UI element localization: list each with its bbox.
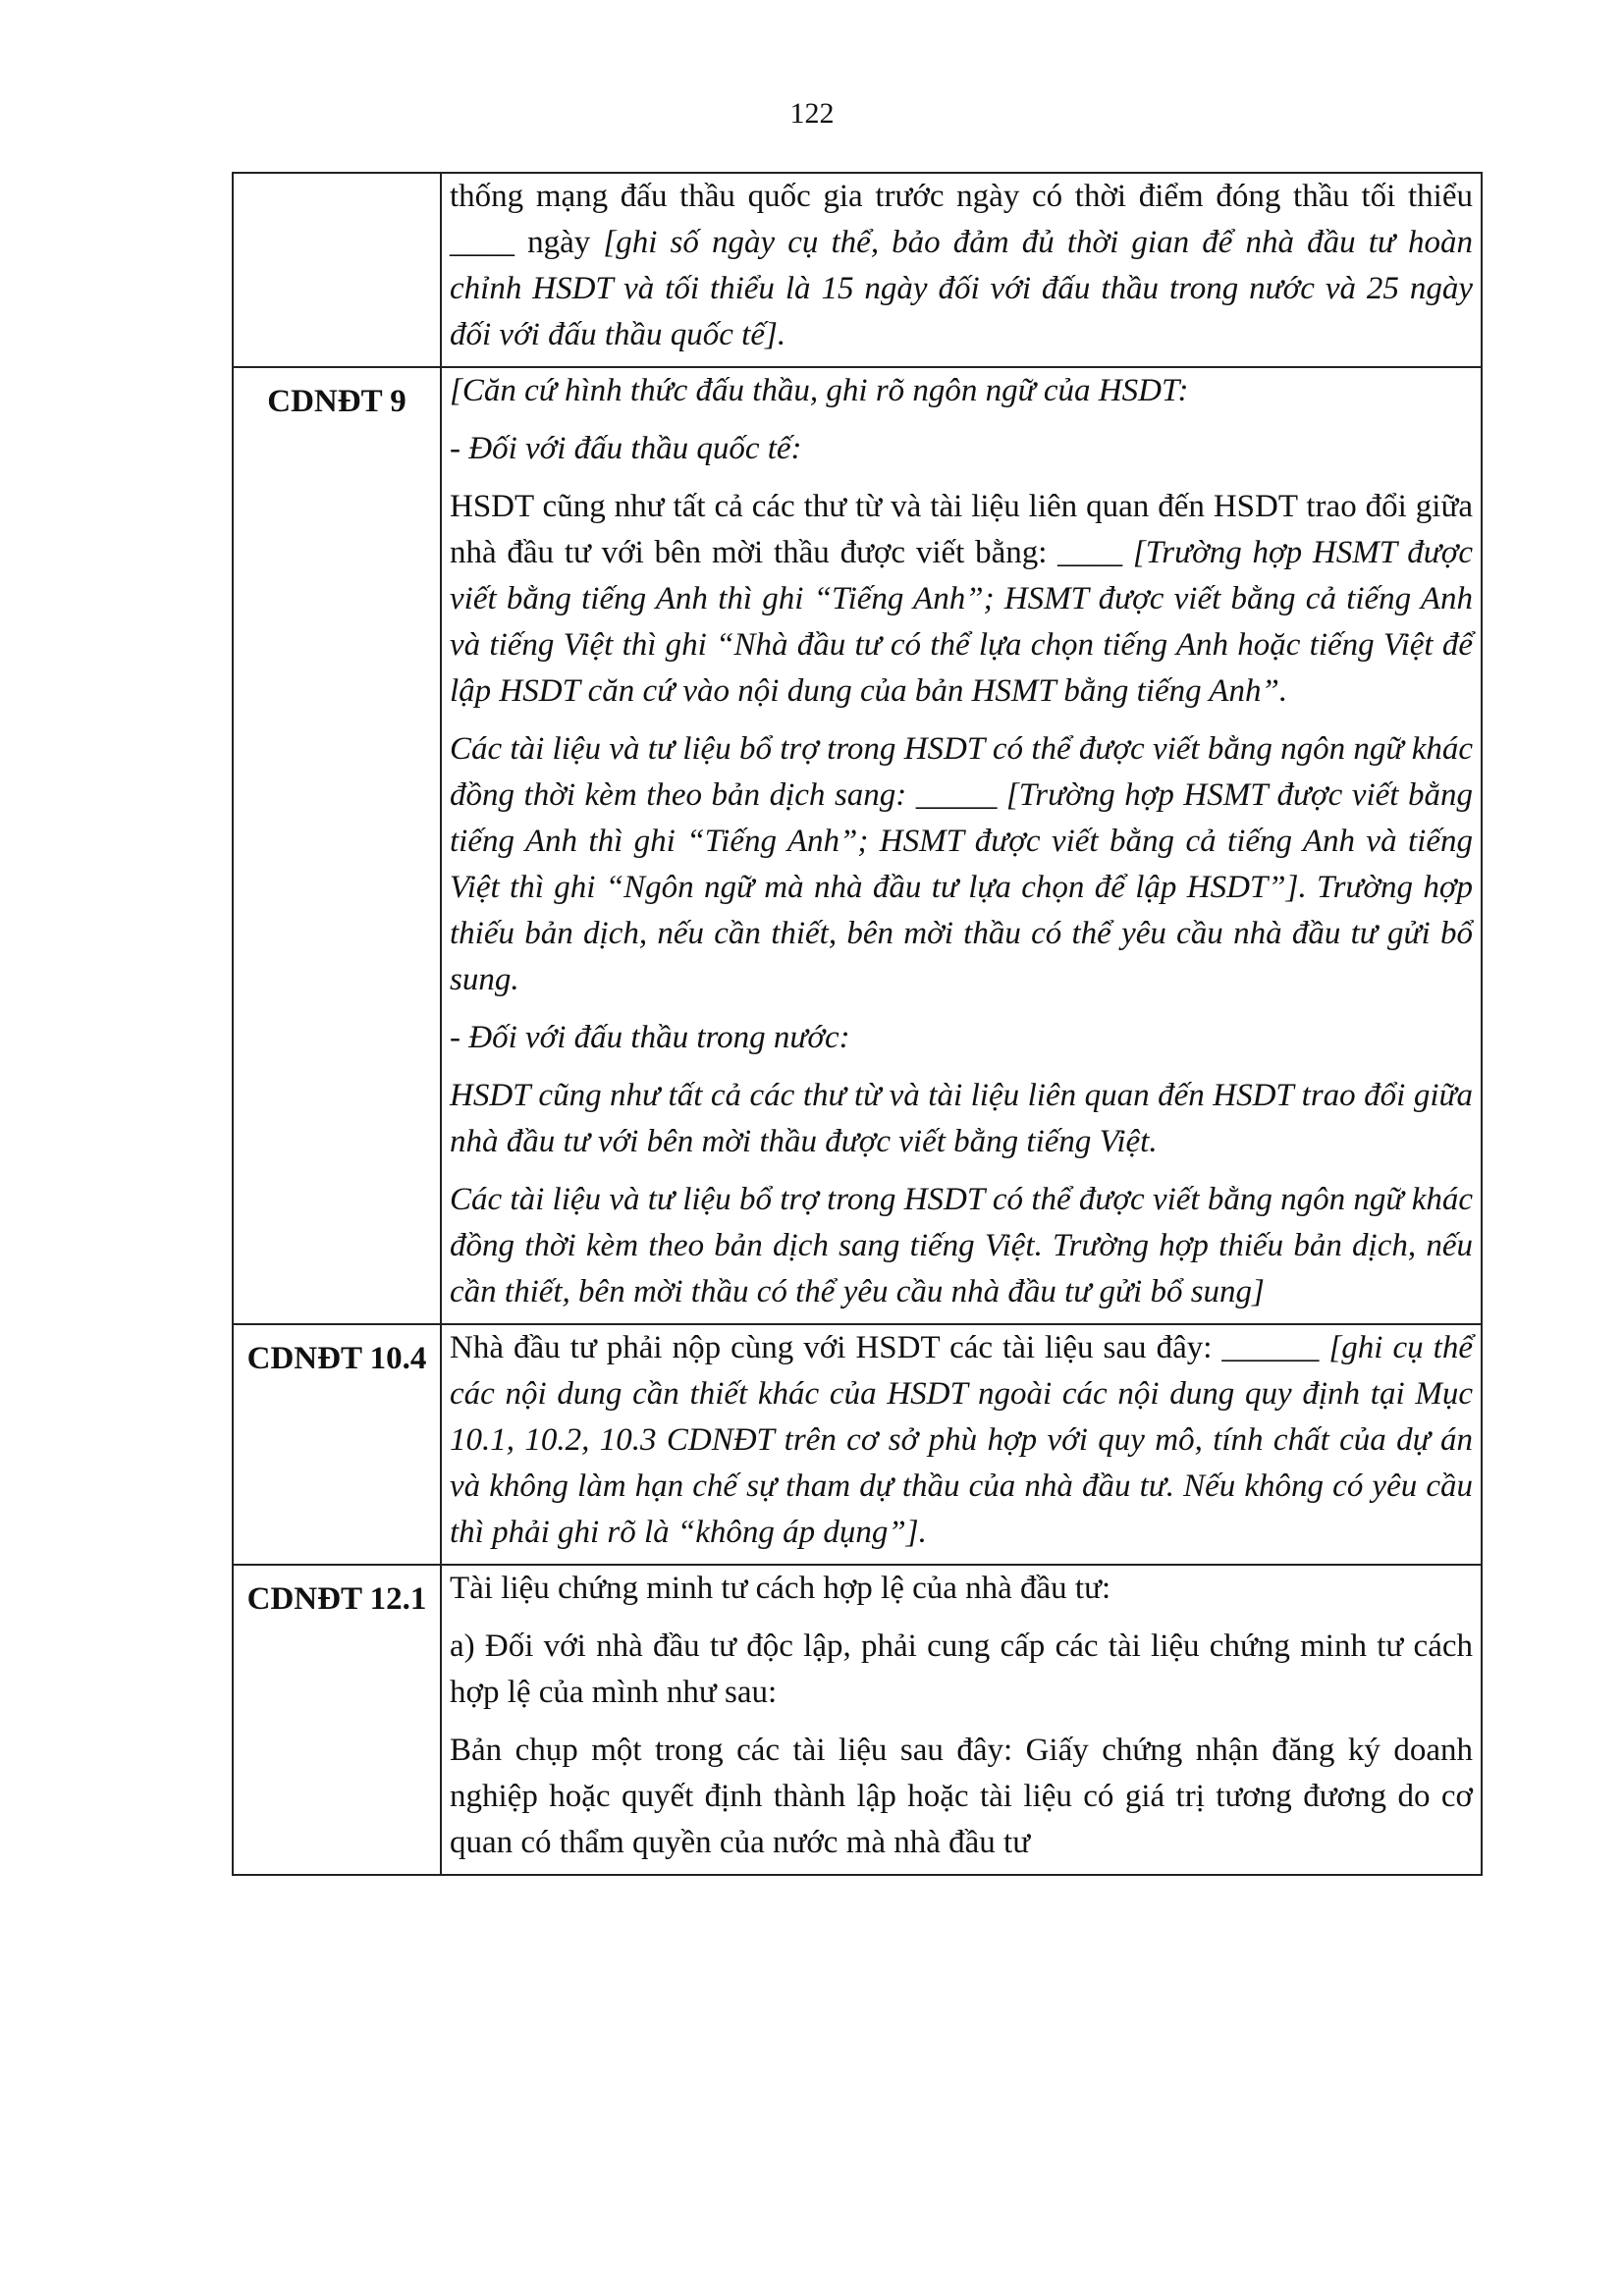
- clause-label: CDNĐT 10.4: [233, 1324, 441, 1565]
- table-row: [233, 367, 1482, 1324]
- body-text: a) Đối với nhà đầu tư độc lập, phải cung cấp các tài liệu chứng minh tư cách hợp lệ của mình như sau:: [450, 1629, 1473, 1710]
- instruction-text: [Trường hợp HSMT được viết bằng tiếng Anh thì ghi “Tiếng Anh”; HSMT được viết bằng cả tiếng Anh và tiếng Việt thì ghi “Nhà đầu tư có thể lựa chọn tiếng Anh hoặc tiếng Việt để lập HSDT căn cứ vào nội dung của bản HSMT bằng tiếng Anh”.: [450, 535, 1473, 709]
- body-text: Nhà đầu tư phải nộp cùng với HSDT các tài liệu sau đây: ______: [450, 1330, 1329, 1365]
- paragraph: [450, 174, 1473, 358]
- bid-data-table: [232, 172, 1483, 1876]
- paragraph: [450, 1624, 1473, 1716]
- paragraph: [450, 484, 1473, 715]
- table-row: [233, 173, 1482, 367]
- clause-label: [233, 173, 441, 367]
- instruction-text: Các tài liệu và tư liệu bổ trợ trong HSDT có thể được viết bằng ngôn ngữ khác đồng thời kèm theo bản dịch sang:: [450, 731, 1473, 813]
- body-text: _____: [915, 777, 998, 813]
- page-number: 122: [789, 97, 835, 130]
- paragraph: [450, 1177, 1473, 1315]
- paragraph: [450, 426, 1473, 472]
- clause-content: [441, 367, 1482, 1324]
- paragraph: [450, 726, 1473, 1003]
- instruction-text: - Đối với đấu thầu quốc tế:: [450, 431, 802, 466]
- instruction-text: [Trường hợp HSMT được viết bằng tiếng Anh thì ghi “Tiếng Anh”; HSMT được viết bằng cả tiếng Anh và tiếng Việt thì ghi “Ngôn ngữ mà nhà đầu tư lựa chọn để lập HSDT”]. Trường hợp thiếu bản dịch, nếu cần thiết, bên mời thầu có thể yêu cầu nhà đầu tư gửi bổ sung.: [450, 777, 1474, 997]
- paragraph: [450, 368, 1473, 414]
- paragraph: [450, 1728, 1473, 1866]
- instruction-text: - Đối với đấu thầu trong nước:: [450, 1020, 850, 1055]
- table-row: [233, 1565, 1482, 1875]
- table-row: [233, 1324, 1482, 1565]
- clause-content: [441, 173, 1482, 367]
- paragraph: [450, 1325, 1473, 1556]
- paragraph: [450, 1073, 1473, 1165]
- instruction-text: Các tài liệu và tư liệu bổ trợ trong HSDT có thể được viết bằng ngôn ngữ khác đồng thời kèm theo bản dịch sang tiếng Việt. Trường hợp thiếu bản dịch, nếu cần thiết, bên mời thầu có thể yêu cầu nhà đầu tư gửi bổ sung]: [450, 1182, 1473, 1309]
- instruction-text: [Căn cứ hình thức đấu thầu, ghi rõ ngôn ngữ của HSDT:: [450, 373, 1189, 408]
- paragraph: [450, 1015, 1473, 1061]
- body-text: Bản chụp một trong các tài liệu sau đây: Giấy chứng nhận đăng ký doanh nghiệp hoặc quyết định thành lập hoặc tài liệu có giá trị tương đương do cơ quan có thẩm quyền của nước mà nhà đầu tư: [450, 1733, 1473, 1860]
- instruction-text: [ghi số ngày cụ thể, bảo đảm đủ thời gian để nhà đầu tư hoàn chỉnh HSDT và tối thiểu là 15 ngày đối với đấu thầu trong nước và 25 ngày đối với đấu thầu quốc tế].: [450, 225, 1473, 352]
- instruction-text: HSDT cũng như tất cả các thư từ và tài liệu liên quan đến HSDT trao đổi giữa nhà đầu tư với bên mời thầu được viết bằng tiếng Việt.: [450, 1078, 1473, 1159]
- clause-label: CDNĐT 9: [233, 367, 441, 1324]
- paragraph: [450, 1566, 1473, 1612]
- clause-label: CDNĐT 12.1: [233, 1565, 441, 1875]
- body-text: HSDT cũng như tất cả các thư từ và tài liệu liên quan đến HSDT trao đổi giữa nhà đầu tư với bên mời thầu được viết bằng: ____: [450, 489, 1473, 570]
- instruction-text: [ghi cụ thể các nội dung cần thiết khác của HSDT ngoài các nội dung quy định tại Mục 10.1, 10.2, 10.3 CDNĐT trên cơ sở phù hợp với quy mô, tính chất của dự án và không làm hạn chế sự tham dự thầu của nhà đầu tư. Nếu không có yêu cầu thì phải ghi rõ là “không áp dụng”].: [450, 1330, 1473, 1550]
- clause-content: [441, 1565, 1482, 1875]
- body-text: thống mạng đấu thầu quốc gia trước ngày có thời điểm đóng thầu tối thiểu ____ ngày: [450, 179, 1473, 260]
- clause-content: [441, 1324, 1482, 1565]
- body-text: Tài liệu chứng minh tư cách hợp lệ của nhà đầu tư:: [450, 1571, 1111, 1606]
